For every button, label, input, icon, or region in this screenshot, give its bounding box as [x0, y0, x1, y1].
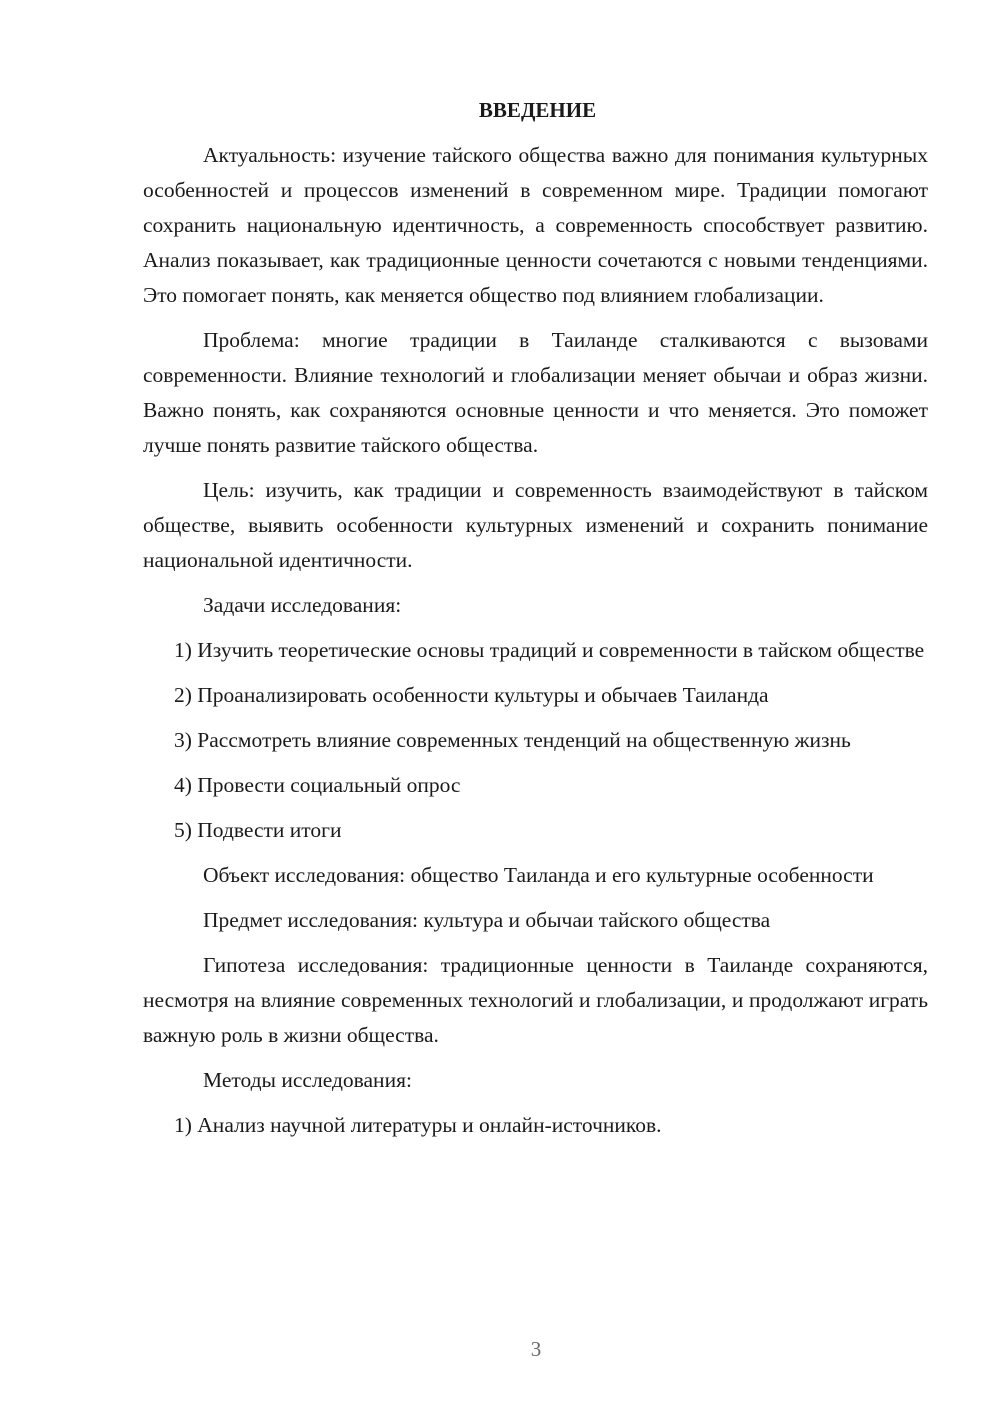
- method-item-1: 1) Анализ научной литературы и онлайн-источников.: [174, 1113, 662, 1137]
- paragraph-relevance: Актуальность: изучение тайского общества важно для понимания культурных особенностей и процессов изменений в современном мире. Традиции помогают сохранить национальную идентичность, а современность способствует развитию. Анализ показывает, как традиционные ценности сочетаются с новыми тенденциями. Это помогает понять, как меняется общество под влиянием глобализации.: [143, 143, 928, 307]
- page-title: ВВЕДЕНИЕ: [478, 98, 597, 122]
- task-item-3: 3) Рассмотреть влияние современных тенденций на общественную жизнь: [174, 728, 851, 752]
- paragraph-goal: Цель: изучить, как традиции и современность взаимодействуют в тайском обществе, выявить особенности культурных изменений и сохранить понимание национальной идентичности.: [143, 478, 928, 572]
- page-content: [143, 95, 928, 1153]
- paragraph-object: Объект исследования: общество Таиланда и его культурные особенности: [203, 863, 874, 887]
- paragraph-problem: Проблема: многие традиции в Таиланде сталкиваются с вызовами современности. Влияние технологий и глобализации меняет обычаи и образ жизни. Важно понять, как сохраняются основные ценности и что меняется. Это поможет лучше понять развитие тайского общества.: [143, 328, 928, 457]
- task-item-2: 2) Проанализировать особенности культуры и обычаев Таиланда: [174, 683, 769, 707]
- task-item-4: 4) Провести социальный опрос: [174, 773, 461, 797]
- page-number: 3: [530, 1337, 542, 1361]
- methods-heading: Методы исследования:: [203, 1068, 412, 1092]
- task-item-5: 5) Подвести итоги: [174, 818, 342, 842]
- tasks-heading: Задачи исследования:: [203, 593, 402, 617]
- paragraph-subject: Предмет исследования: культура и обычаи тайского общества: [203, 908, 771, 932]
- paragraph-hypothesis: Гипотеза исследования: традиционные ценности в Таиланде сохраняются, несмотря на влияние современных технологий и глобализации, и продолжают играть важную роль в жизни общества.: [143, 953, 928, 1047]
- task-item-1: 1) Изучить теоретические основы традиций и современности в тайском обществе: [174, 638, 925, 662]
